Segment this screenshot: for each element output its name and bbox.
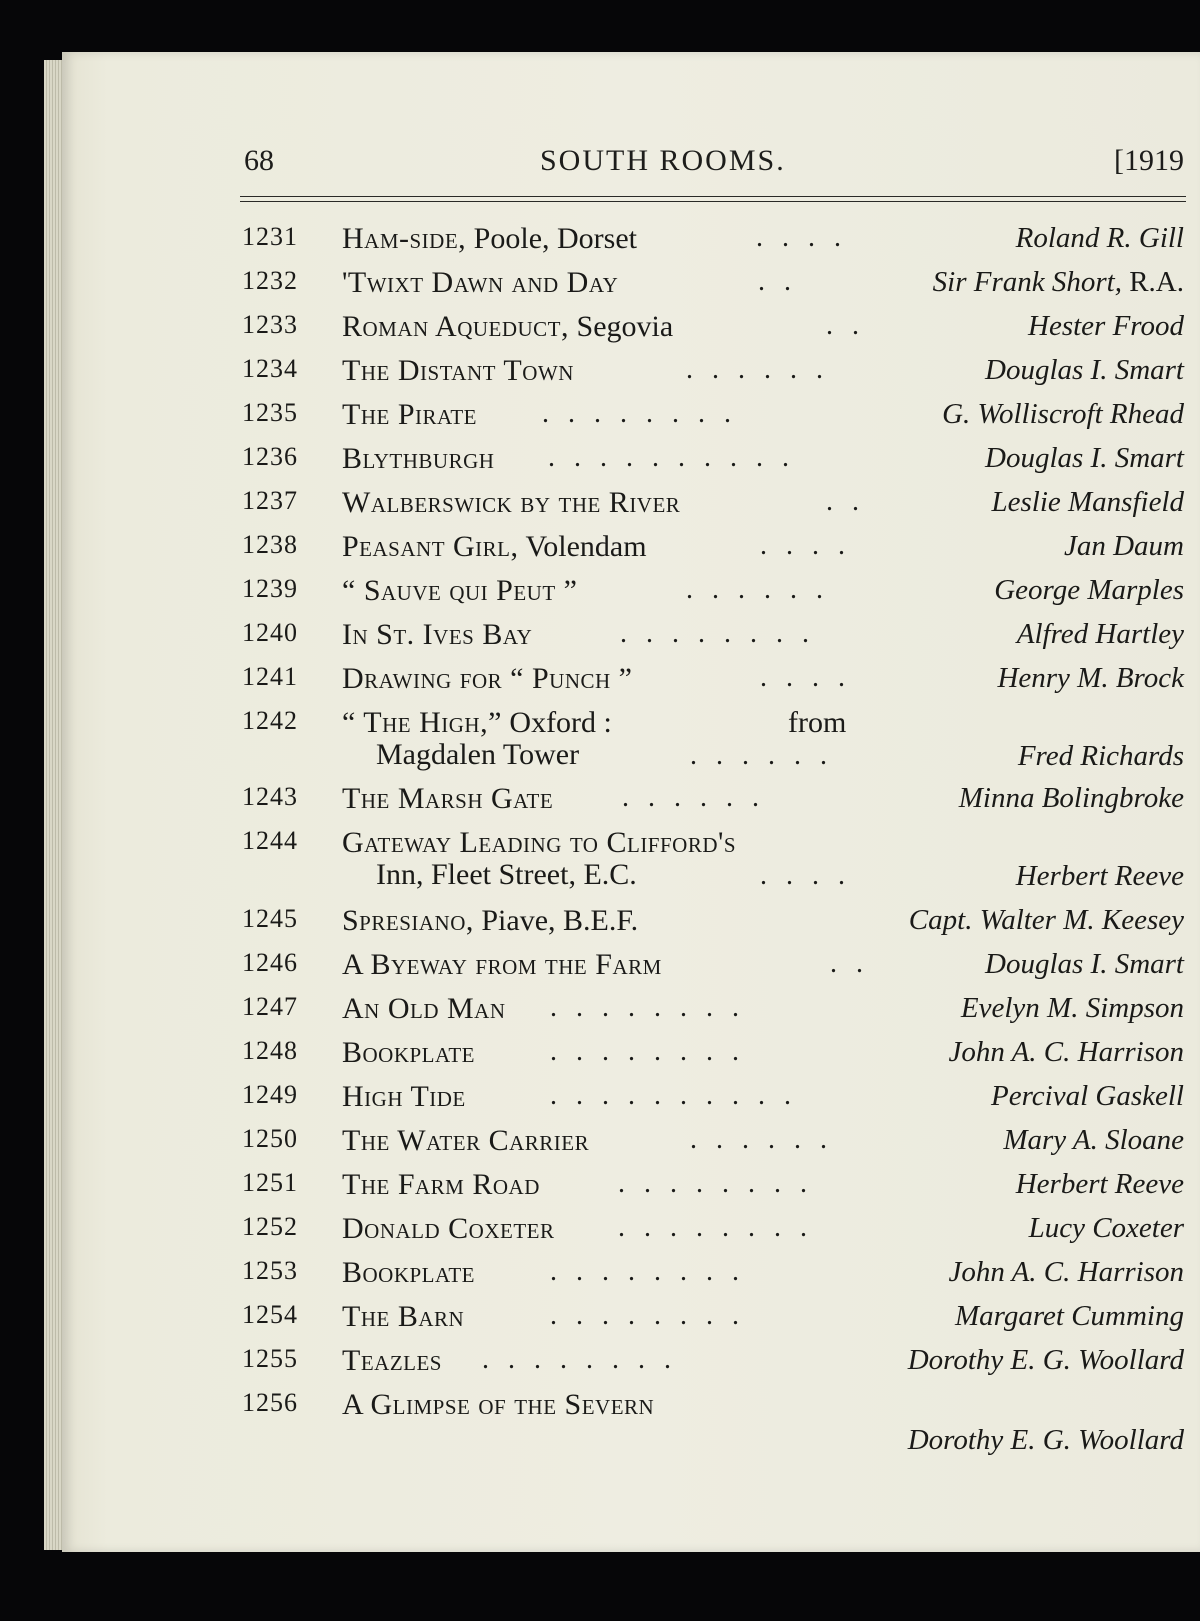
entry-artist: Douglas I. Smart bbox=[985, 948, 1184, 980]
dot-leader: . . . . . . . . bbox=[542, 398, 737, 429]
entry-number: 1236 bbox=[242, 442, 298, 471]
entry-artist: Douglas I. Smart bbox=[985, 442, 1184, 474]
entry-artist: Fred Richards bbox=[1017, 740, 1184, 772]
entry-artist: George Marples bbox=[994, 574, 1184, 606]
entry-number: 1248 bbox=[242, 1036, 298, 1065]
entry-title: A Glimpse of the Severn bbox=[342, 1388, 655, 1421]
dot-leader: . . . . bbox=[760, 662, 851, 693]
entry-number: 1237 bbox=[242, 486, 298, 515]
entry-artist: Evelyn M. Simpson bbox=[960, 992, 1184, 1024]
dot-leader: . . . . bbox=[760, 860, 851, 891]
page-number: 68 bbox=[244, 144, 274, 177]
dot-leader: . . . . . . . . bbox=[550, 1036, 745, 1067]
entry-title: A Byeway from the Farm bbox=[342, 948, 662, 981]
entry-artist: G. Wolliscroft Rhead bbox=[942, 398, 1184, 430]
entry-number: 1242 bbox=[242, 706, 298, 735]
book-page bbox=[62, 52, 1200, 1552]
dot-leader: . . . . . . bbox=[690, 740, 833, 771]
dot-leader: . . . . . . . . bbox=[620, 618, 815, 649]
dot-leader: . . . . . . . . bbox=[550, 992, 745, 1023]
dot-leader: . . . . . . . . bbox=[550, 1300, 745, 1331]
entry-title: Donald Coxeter bbox=[342, 1212, 555, 1245]
entry-title: Spresiano, Piave, B.E.F. bbox=[342, 904, 639, 937]
entry-number: 1238 bbox=[242, 530, 298, 559]
entry-title: Walberswick by the River bbox=[342, 486, 681, 519]
entry-title: High Tide bbox=[342, 1080, 466, 1113]
dot-leader: . . bbox=[758, 266, 797, 297]
dot-leader: . . bbox=[830, 948, 869, 979]
running-title: SOUTH ROOMS. bbox=[540, 144, 786, 177]
entry-artist: Margaret Cumming bbox=[954, 1300, 1184, 1332]
entry-title: Bookplate bbox=[342, 1036, 476, 1069]
entry-artist: Herbert Reeve bbox=[1015, 1168, 1184, 1200]
entry-artist: Lucy Coxeter bbox=[1028, 1212, 1184, 1244]
entry-artist: Roland R. Gill bbox=[1015, 222, 1184, 254]
entry-number: 1235 bbox=[242, 398, 298, 427]
entry-artist: John A. C. Harrison bbox=[948, 1256, 1184, 1288]
entry-title: Roman Aqueduct, Segovia bbox=[342, 310, 674, 343]
dot-leader: . . . . . . bbox=[686, 354, 829, 385]
entry-title: Gateway Leading to Clifford's bbox=[342, 826, 737, 859]
dot-leader: . . . . . . bbox=[690, 1124, 833, 1155]
entry-number: 1243 bbox=[242, 782, 298, 811]
entry-artist: Jan Daum bbox=[1063, 530, 1184, 562]
entry-number: 1244 bbox=[242, 826, 298, 855]
entry-number: 1256 bbox=[242, 1388, 298, 1417]
entry-title: Ham-side, Poole, Dorset bbox=[342, 222, 637, 255]
entry-title: The Farm Road bbox=[342, 1168, 540, 1201]
entry-artist: Leslie Mansfield bbox=[991, 486, 1184, 518]
dot-leader: . . . . . . . . bbox=[618, 1168, 813, 1199]
entry-number: 1232 bbox=[242, 266, 298, 295]
entry-artist: Dorothy E. G. Woollard bbox=[907, 1344, 1184, 1376]
entry-artist: Mary A. Sloane bbox=[1003, 1124, 1184, 1156]
dot-leader: . . . . bbox=[756, 222, 847, 253]
entry-title: Blythburgh bbox=[342, 442, 495, 475]
page-edges bbox=[44, 60, 64, 1550]
entry-artist: Percival Gaskell bbox=[991, 1080, 1184, 1112]
dot-leader: . . . . . . . . . . bbox=[550, 1080, 797, 1111]
entry-title: Peasant Girl, Volendam bbox=[342, 530, 647, 563]
dot-leader: . . . . . . . . bbox=[618, 1212, 813, 1243]
entry-number: 1241 bbox=[242, 662, 298, 691]
dot-leader: . . . . . . bbox=[622, 782, 765, 813]
dot-leader: . . . . . . . . . . bbox=[548, 442, 795, 473]
entry-artist: Henry M. Brock bbox=[997, 662, 1184, 694]
entry-title-line-2: Inn, Fleet Street, E.C. bbox=[376, 858, 637, 891]
entry-title-continued: from bbox=[788, 706, 847, 739]
entry-number: 1231 bbox=[242, 222, 298, 251]
entry-title-line-2: Magdalen Tower bbox=[376, 738, 580, 771]
entry-title: The Pirate bbox=[342, 398, 477, 431]
entry-number: 1245 bbox=[242, 904, 298, 933]
entry-artist: Dorothy E. G. Woollard bbox=[907, 1424, 1184, 1456]
entry-artist: Sir Frank Short, R.A. bbox=[932, 266, 1184, 298]
dot-leader: . . . . . . . . bbox=[482, 1344, 677, 1375]
entry-title: The Distant Town bbox=[342, 354, 574, 387]
entry-title: 'Twixt Dawn and Day bbox=[342, 266, 619, 299]
entry-artist: John A. C. Harrison bbox=[948, 1036, 1184, 1068]
entry-title: The Water Carrier bbox=[342, 1124, 590, 1157]
entry-number: 1249 bbox=[242, 1080, 298, 1109]
entry-number: 1247 bbox=[242, 992, 298, 1021]
entry-title: The Barn bbox=[342, 1300, 465, 1333]
entry-number: 1246 bbox=[242, 948, 298, 977]
entry-number: 1234 bbox=[242, 354, 298, 383]
entry-number: 1240 bbox=[242, 618, 298, 647]
year-label: [1919 bbox=[1114, 144, 1184, 177]
entry-title: An Old Man bbox=[342, 992, 506, 1025]
entry-number: 1255 bbox=[242, 1344, 298, 1373]
entry-title: Bookplate bbox=[342, 1256, 476, 1289]
entry-artist: Minna Bolingbroke bbox=[958, 782, 1184, 814]
entry-title: Teazles bbox=[342, 1344, 442, 1377]
dot-leader: . . bbox=[826, 310, 865, 341]
entry-number: 1239 bbox=[242, 574, 298, 603]
dot-leader: . . . . . . . . bbox=[550, 1256, 745, 1287]
entry-number: 1253 bbox=[242, 1256, 298, 1285]
entry-number: 1252 bbox=[242, 1212, 298, 1241]
catalogue-list bbox=[62, 52, 1200, 1552]
entry-artist: Herbert Reeve bbox=[1015, 860, 1184, 892]
entry-artist: Alfred Hartley bbox=[1016, 618, 1184, 650]
dot-leader: . . . . . . bbox=[686, 574, 829, 605]
entry-title: The Marsh Gate bbox=[342, 782, 554, 815]
entry-number: 1251 bbox=[242, 1168, 298, 1197]
entry-artist: Hester Frood bbox=[1028, 310, 1184, 342]
dot-leader: . . . . bbox=[760, 530, 851, 561]
entry-number: 1233 bbox=[242, 310, 298, 339]
entry-artist: Capt. Walter M. Keesey bbox=[908, 904, 1184, 936]
entry-number: 1250 bbox=[242, 1124, 298, 1153]
entry-title: In St. Ives Bay bbox=[342, 618, 533, 651]
entry-title: “ Sauve qui Peut ” bbox=[342, 574, 578, 607]
entry-title: “ The High,” Oxford : bbox=[342, 706, 612, 739]
entry-title: Drawing for “ Punch ” bbox=[342, 662, 633, 695]
dot-leader: . . bbox=[826, 486, 865, 517]
entry-number: 1254 bbox=[242, 1300, 298, 1329]
entry-artist: Douglas I. Smart bbox=[985, 354, 1184, 386]
